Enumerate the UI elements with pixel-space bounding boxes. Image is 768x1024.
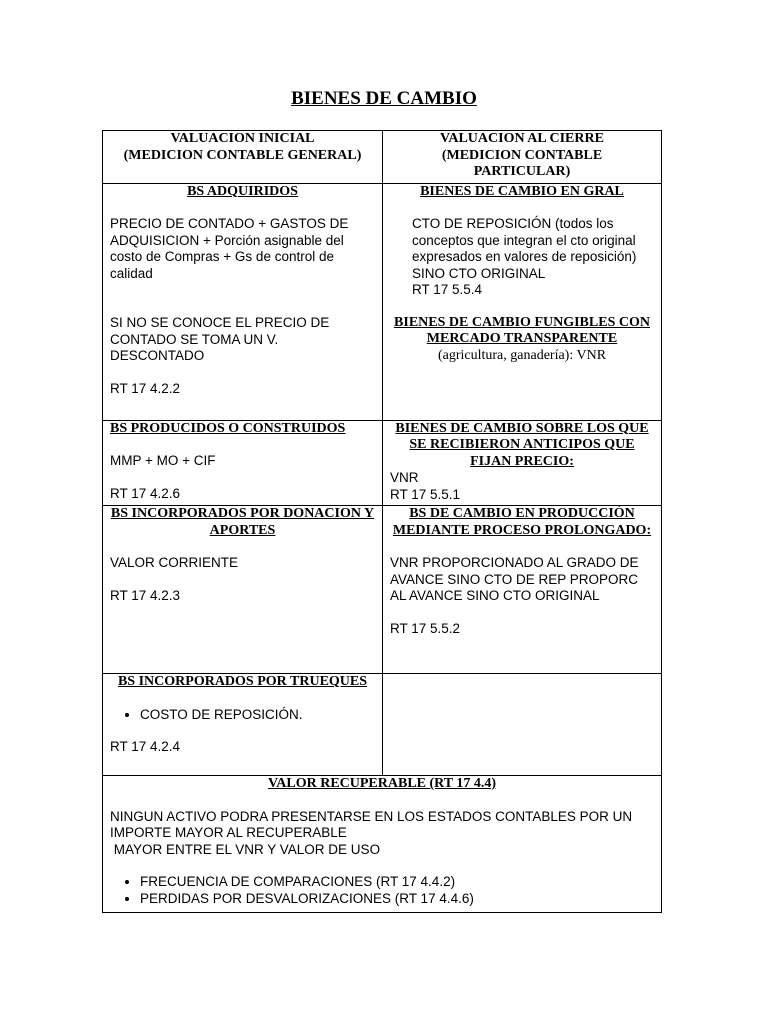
cell-text: (agricultura, ganadería): VNR (437, 347, 607, 363)
section-heading: BS INCORPORADOS POR TRUEQUES (117, 674, 368, 689)
header-right-line: (MEDICION CONTABLE (441, 147, 603, 163)
rt-reference: RT 17 5.5.2 (390, 620, 461, 636)
table-row (103, 183, 662, 420)
section-heading: BS PRODUCIDOS O CONSTRUIDOS (110, 420, 346, 436)
section-heading: BS DE CAMBIO EN PRODUCCIÓN MEDIANTE PROCESO PROLONGADO: (392, 506, 652, 538)
cell-text: MMP + MO + CIF (110, 453, 216, 468)
cell-bienes-de-cambio-gral (383, 183, 662, 420)
header-left-line: VALUACION INICIAL (170, 131, 315, 146)
cell-bs-adquiridos (103, 183, 383, 420)
cell-text: VNR PROPORCIONADO AL GRADO DE AVANCE SINO CTO DE REP PROPORC AL AVANCE SINO CTO ORIGINAL (390, 555, 639, 603)
rt-reference: RT 17 4.2.6 (110, 485, 181, 501)
cell-proceso-prolongado (383, 506, 662, 674)
section-heading: BIENES DE CAMBIO FUNGIBLES CON MERCADO TRANSPARENTE (394, 314, 650, 346)
cell-text: CTO DE REPOSICIÓN (todos los conceptos que integran el cto original expresados en valores de reposición) (412, 216, 637, 264)
table-row (103, 420, 662, 506)
cell-text: SI NO SE CONOCE EL PRECIO DE CONTADO SE TOMA UN V. DESCONTADO (110, 315, 330, 363)
cell-text: SINO CTO ORIGINAL (412, 265, 546, 281)
cell-text: MAYOR ENTRE EL VNR Y VALOR DE USO (110, 841, 381, 857)
rt-reference: RT 17 4.2.3 (110, 587, 181, 603)
bullet-item: • FRECUENCIA DE COMPARACIONES (RT 17 4.4.2) (140, 874, 654, 891)
rt-reference: RT 17 5.5.1 (390, 486, 461, 502)
page-title: BIENES DE CAMBIO (291, 88, 477, 109)
section-heading: BIENES DE CAMBIO EN GRAL (420, 183, 624, 199)
cell-bs-producidos (103, 420, 383, 506)
header-right-line: VALUACION AL CIERRE (440, 131, 604, 146)
cell-text: NINGUN ACTIVO PODRA PRESENTARSE EN LOS ESTADOS CONTABLES POR UN IMPORTE MAYOR AL RECUPERABLE (110, 808, 633, 840)
section-heading: BS INCORPORADOS POR DONACION Y APORTES (110, 506, 375, 538)
cell-bs-trueques (103, 674, 383, 776)
rt-reference: RT 17 5.5.4 (412, 282, 483, 297)
section-heading: BIENES DE CAMBIO SOBRE LOS QUE SE RECIBIERON ANTICIPOS QUE FIJAN PRECIO: (395, 420, 649, 469)
rt-reference: RT 17 4.2.4 (110, 739, 181, 754)
cell-bs-donacion (103, 506, 383, 674)
cell-text: VNR (390, 470, 419, 485)
table-row (103, 674, 662, 776)
rt-reference: RT 17 4.2.2 (110, 380, 181, 396)
cell-empty (383, 674, 662, 776)
header-right-line: PARTICULAR) (473, 164, 571, 179)
bullet-item: • COSTO DE REPOSICIÓN. (140, 707, 375, 724)
table-row (103, 506, 662, 674)
cell-anticipos (383, 420, 662, 506)
section-heading: VALOR RECUPERABLE (RT 17 4.4) (267, 776, 497, 791)
header-closing-valuation (383, 131, 662, 184)
bullet-item: • PERDIDAS POR DESVALORIZACIONES (RT 17 4.4.6) (140, 891, 654, 908)
header-initial-valuation (103, 131, 383, 184)
table-header-row (103, 131, 662, 184)
section-heading: BS ADQUIRIDOS (187, 183, 298, 199)
cell-text: VALOR CORRIENTE (110, 555, 239, 570)
valuation-table (102, 130, 662, 913)
table-row (103, 776, 662, 913)
cell-valor-recuperable (103, 776, 662, 913)
header-left-line: (MEDICION CONTABLE GENERAL) (123, 147, 362, 163)
cell-text: PRECIO DE CONTADO + GASTOS DE ADQUISICION + Porción asignable del costo de Compras + Gs de control de calidad (110, 216, 349, 281)
